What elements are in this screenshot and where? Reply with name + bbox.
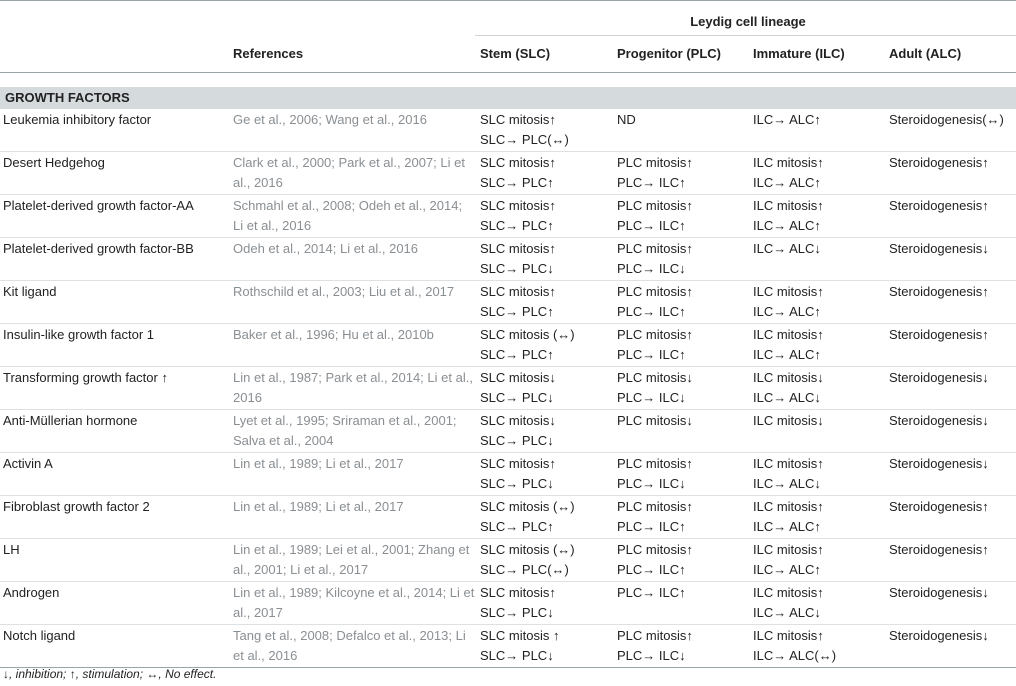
immature-effect: ILC→ ALC↑ (753, 112, 821, 127)
progenitor-effect: PLC mitosis↑ (617, 198, 693, 213)
immature-effect: ILC mitosis↑ (753, 628, 824, 643)
progenitor-effect: PLC→ ILC↓ (617, 648, 686, 663)
immature-effect: ILC mitosis↑ (753, 542, 824, 557)
table-row (0, 496, 1016, 539)
stem-cell (475, 539, 612, 582)
table-row (0, 539, 1016, 582)
table-row (0, 195, 1016, 238)
adult-effect: Steroidogenesis↑ (889, 155, 989, 170)
adult-cell (884, 410, 1016, 453)
factor-cell: Platelet-derived growth factor-BB (0, 238, 225, 281)
progenitor-effect: PLC mitosis↑ (617, 499, 693, 514)
references-cell: Lin et al., 1989; Kilcoyne et al., 2014; Li et al., 2017 (225, 582, 475, 625)
stem-effect: SLC→ PLC↓ (480, 476, 554, 491)
immature-effect: ILC mitosis↑ (753, 155, 824, 170)
progenitor-cell (612, 625, 748, 668)
immature-header: Immature (ILC) (753, 46, 845, 61)
adult-effect: Steroidogenesis↓ (889, 413, 989, 428)
stem-effect: SLC mitosis↑ (480, 241, 556, 256)
table-row (0, 367, 1016, 410)
adult-effect: Steroidogenesis↑ (889, 499, 989, 514)
immature-cell (748, 625, 884, 668)
stem-effect: SLC→ PLC(↔) (480, 562, 569, 577)
progenitor-effect: PLC→ ILC↑ (617, 218, 686, 233)
stem-header: Stem (SLC) (480, 46, 551, 61)
factor-cell: Notch ligand (0, 625, 225, 668)
stem-effect: SLC mitosis↑ (480, 456, 556, 471)
immature-cell (748, 367, 884, 410)
references-cell: Clark et al., 2000; Park et al., 2007; Li et al., 2016 (225, 152, 475, 195)
adult-cell (884, 539, 1016, 582)
stem-effect: SLC mitosis↑ (480, 585, 556, 600)
immature-cell (748, 539, 884, 582)
progenitor-cell (612, 238, 748, 281)
stem-effect: SLC→ PLC↓ (480, 433, 554, 448)
immature-effect: ILC→ ALC↑ (753, 175, 821, 190)
progenitor-header: Progenitor (PLC) (617, 46, 721, 61)
immature-cell (748, 152, 884, 195)
stem-cell (475, 410, 612, 453)
factor-cell: LH (0, 539, 225, 582)
progenitor-effect: PLC→ ILC↑ (617, 347, 686, 362)
adult-effect: Steroidogenesis↑ (889, 542, 989, 557)
stem-effect: SLC→ PLC↑ (480, 304, 554, 319)
immature-cell (748, 324, 884, 367)
progenitor-cell (612, 367, 748, 410)
adult-cell (884, 109, 1016, 152)
stem-effect: SLC mitosis↑ (480, 155, 556, 170)
immature-effect: ILC→ ALC↑ (753, 304, 821, 319)
adult-effect: Steroidogenesis↓ (889, 456, 989, 471)
references-cell: Tang et al., 2008; Defalco et al., 2013; Li et al., 2016 (225, 625, 475, 668)
stem-effect: SLC→ PLC↓ (480, 648, 554, 663)
adult-effect: Steroidogenesis↓ (889, 628, 989, 643)
stem-cell (475, 496, 612, 539)
progenitor-cell (612, 496, 748, 539)
stem-effect: SLC mitosis↓ (480, 413, 556, 428)
immature-cell (748, 109, 884, 152)
adult-cell (884, 324, 1016, 367)
progenitor-effect: PLC mitosis↑ (617, 542, 693, 557)
table-row (0, 582, 1016, 625)
immature-effect: ILC mitosis↑ (753, 327, 824, 342)
table-footnote: ↓, inhibition; ↑, stimulation; ↔, No effect. (3, 667, 217, 681)
adult-effect: Steroidogenesis↓ (889, 241, 989, 256)
adult-cell (884, 195, 1016, 238)
adult-effect: Steroidogenesis↑ (889, 327, 989, 342)
stem-effect: SLC mitosis (↔) (480, 499, 575, 514)
stem-effect: SLC mitosis (↔) (480, 542, 575, 557)
references-cell: Lin et al., 1989; Li et al., 2017 (225, 453, 475, 496)
stem-cell (475, 625, 612, 668)
progenitor-cell (612, 281, 748, 324)
progenitor-effect: PLC mitosis↑ (617, 155, 693, 170)
stem-effect: SLC mitosis↓ (480, 370, 556, 385)
adult-cell (884, 238, 1016, 281)
factor-cell: Transforming growth factor ↑ (0, 367, 225, 410)
stem-effect: SLC→ PLC↓ (480, 390, 554, 405)
progenitor-effect: ND (617, 112, 636, 127)
immature-effect: ILC mitosis↑ (753, 456, 824, 471)
table-row (0, 152, 1016, 195)
progenitor-cell (612, 152, 748, 195)
stem-effect: SLC mitosis↑ (480, 198, 556, 213)
progenitor-effect: PLC mitosis↑ (617, 284, 693, 299)
progenitor-effect: PLC→ ILC↑ (617, 519, 686, 534)
immature-cell (748, 238, 884, 281)
immature-effect: ILC mitosis↑ (753, 499, 824, 514)
immature-effect: ILC→ ALC↑ (753, 218, 821, 233)
references-cell: Odeh et al., 2014; Li et al., 2016 (225, 238, 475, 281)
section-heading: GROWTH FACTORS (0, 87, 1016, 109)
adult-cell (884, 281, 1016, 324)
lineage-header: Leydig cell lineage (475, 8, 1016, 36)
progenitor-effect: PLC→ ILC↑ (617, 562, 686, 577)
stem-effect: SLC→ PLC↓ (480, 605, 554, 620)
immature-effect: ILC→ ALC↑ (753, 562, 821, 577)
immature-cell (748, 410, 884, 453)
table-row (0, 410, 1016, 453)
immature-effect: ILC mitosis↑ (753, 585, 824, 600)
progenitor-effect: PLC→ ILC↓ (617, 476, 686, 491)
references-cell: Lin et al., 1987; Park et al., 2014; Li et al., 2016 (225, 367, 475, 410)
table-row (0, 625, 1016, 668)
references-cell: Schmahl et al., 2008; Odeh et al., 2014; Li et al., 2016 (225, 195, 475, 238)
immature-effect: ILC mitosis↑ (753, 284, 824, 299)
factor-cell: Kit ligand (0, 281, 225, 324)
adult-effect: Steroidogenesis(↔) (889, 112, 1004, 127)
progenitor-effect: PLC mitosis↑ (617, 241, 693, 256)
immature-cell (748, 453, 884, 496)
adult-effect: Steroidogenesis↓ (889, 585, 989, 600)
adult-cell (884, 496, 1016, 539)
immature-effect: ILC→ ALC↓ (753, 241, 821, 256)
immature-effect: ILC mitosis↓ (753, 370, 824, 385)
adult-effect: Steroidogenesis↓ (889, 370, 989, 385)
adult-cell (884, 453, 1016, 496)
progenitor-cell (612, 109, 748, 152)
progenitor-effect: PLC mitosis↑ (617, 327, 693, 342)
table-row (0, 324, 1016, 367)
factor-cell: Insulin-like growth factor 1 (0, 324, 225, 367)
progenitor-effect: PLC mitosis↑ (617, 456, 693, 471)
stem-effect: SLC mitosis↑ (480, 112, 556, 127)
progenitor-cell (612, 539, 748, 582)
factor-cell: Leukemia inhibitory factor (0, 109, 225, 152)
progenitor-cell (612, 582, 748, 625)
progenitor-effect: PLC→ ILC↑ (617, 175, 686, 190)
factor-cell: Androgen (0, 582, 225, 625)
immature-effect: ILC→ ALC↓ (753, 476, 821, 491)
immature-effect: ILC→ ALC↓ (753, 605, 821, 620)
immature-effect: ILC→ ALC(↔) (753, 648, 837, 663)
adult-cell (884, 625, 1016, 668)
stem-effect: SLC→ PLC↓ (480, 261, 554, 276)
adult-cell (884, 367, 1016, 410)
progenitor-effect: PLC mitosis↓ (617, 413, 693, 428)
stem-effect: SLC mitosis ↑ (480, 628, 560, 643)
references-cell: Ge et al., 2006; Wang et al., 2016 (225, 109, 475, 152)
immature-effect: ILC mitosis↓ (753, 413, 824, 428)
references-cell: Baker et al., 1996; Hu et al., 2010b (225, 324, 475, 367)
factor-cell: Platelet-derived growth factor-AA (0, 195, 225, 238)
stem-cell (475, 324, 612, 367)
immature-effect: ILC→ ALC↑ (753, 347, 821, 362)
stem-cell (475, 281, 612, 324)
progenitor-cell (612, 453, 748, 496)
stem-cell (475, 195, 612, 238)
factor-cell: Desert Hedgehog (0, 152, 225, 195)
references-cell: Lin et al., 1989; Li et al., 2017 (225, 496, 475, 539)
stem-cell (475, 367, 612, 410)
progenitor-effect: PLC→ ILC↓ (617, 390, 686, 405)
progenitor-effect: PLC→ ILC↓ (617, 261, 686, 276)
factor-cell: Anti-Müllerian hormone (0, 410, 225, 453)
stem-cell (475, 152, 612, 195)
stem-cell (475, 109, 612, 152)
progenitor-effect: PLC mitosis↑ (617, 628, 693, 643)
stem-cell (475, 238, 612, 281)
table-row (0, 453, 1016, 496)
adult-header: Adult (ALC) (889, 46, 962, 61)
adult-cell (884, 152, 1016, 195)
progenitor-effect: PLC→ ILC↑ (617, 304, 686, 319)
immature-effect: ILC mitosis↑ (753, 198, 824, 213)
table-row (0, 238, 1016, 281)
progenitor-cell (612, 195, 748, 238)
references-header: References (233, 45, 304, 61)
immature-cell (748, 582, 884, 625)
progenitor-effect: PLC mitosis↓ (617, 370, 693, 385)
progenitor-cell (612, 410, 748, 453)
stem-effect: SLC→ PLC↑ (480, 218, 554, 233)
adult-effect: Steroidogenesis↑ (889, 198, 989, 213)
stem-cell (475, 453, 612, 496)
table-row (0, 281, 1016, 324)
adult-cell (884, 582, 1016, 625)
progenitor-effect: PLC→ ILC↑ (617, 585, 686, 600)
progenitor-cell (612, 324, 748, 367)
immature-cell (748, 281, 884, 324)
stem-effect: SLC→ PLC↑ (480, 347, 554, 362)
stem-effect: SLC→ PLC↑ (480, 175, 554, 190)
immature-cell (748, 195, 884, 238)
stem-effect: SLC→ PLC↑ (480, 519, 554, 534)
stem-cell (475, 582, 612, 625)
stem-effect: SLC mitosis (↔) (480, 327, 575, 342)
references-cell: Rothschild et al., 2003; Liu et al., 2017 (225, 281, 475, 324)
table-row (0, 109, 1016, 152)
immature-effect: ILC→ ALC↑ (753, 519, 821, 534)
references-cell: Lin et al., 1989; Lei et al., 2001; Zhang et al., 2001; Li et al., 2017 (225, 539, 475, 582)
stem-effect: SLC mitosis↑ (480, 284, 556, 299)
factor-cell: Activin A (0, 453, 225, 496)
references-cell: Lyet et al., 1995; Sriraman et al., 2001; Salva et al., 2004 (225, 410, 475, 453)
immature-effect: ILC→ ALC↓ (753, 390, 821, 405)
factor-cell: Fibroblast growth factor 2 (0, 496, 225, 539)
stem-effect: SLC→ PLC(↔) (480, 132, 569, 147)
immature-cell (748, 496, 884, 539)
adult-effect: Steroidogenesis↑ (889, 284, 989, 299)
